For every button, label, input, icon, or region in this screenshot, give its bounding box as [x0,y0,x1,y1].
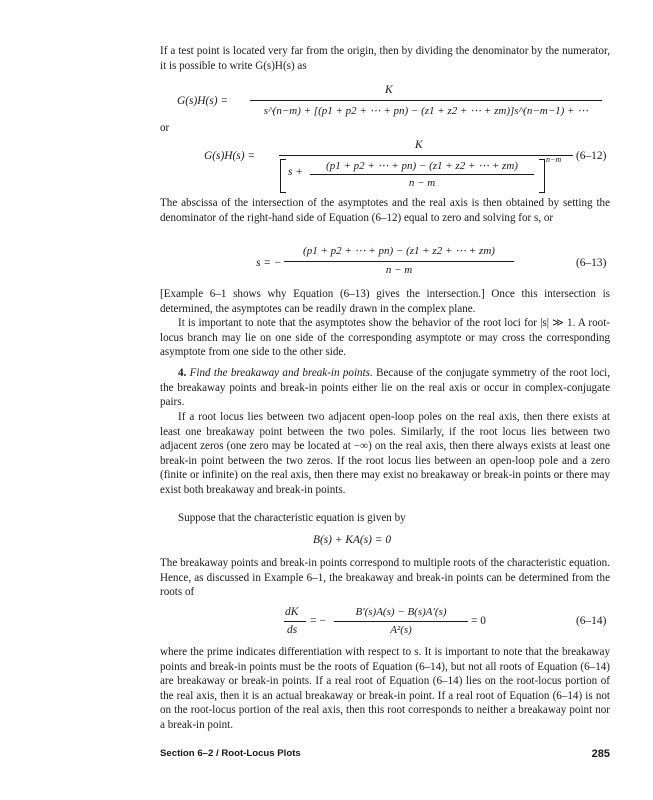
paragraph-multiple-roots: The breakaway points and break-in points correspond to multiple roots of the characteristic equation. Hence, as discussed in Example 6–1, the breakaway and break-in points can be determined from the roots of [160,557,610,599]
eq2-right-bracket [539,159,545,193]
paragraph-abscissa: The abscissa of the intersection of the asymptotes and the real axis is then obtained by setting the denominator of the right-hand side of Equation (6–12) equal to zero and solving for s, or [160,197,610,224]
eq3-lhs: s = − [256,257,282,269]
paragraph-adjacent-poles: If a root locus lies between two adjacent open-loop poles on the real axis, then there exists at least one breakaway point between the two poles. Similarly, if the root locus lies between two adjacent zeros (one zero may be located at −∞) on the real axis, then there always exists at least one break-in point between the two zeros. If the root locus lies between an open-loop pole and a zero (finite or infinite) on the real axis, then there may exist no breakaway or break-in points or there may exist both breakaway and break-in points. [160,411,610,496]
eq1-lhs: G(s)H(s) = [177,95,229,107]
eq2-inner-numerator: (p1 + p2 + ⋯ + pn) − (z1 + z2 + ⋯ + zm) [326,160,518,172]
eq2-numerator: K [415,139,423,151]
eq1-denominator: s^(n−m) + [(p1 + p2 + ⋯ + pn) − (z1 + z2 + ⋯ + zm)]s^(n−m−1) + ⋯ [263,105,589,117]
eq1-fraction-bar [250,100,602,101]
eq5-equals-minus: = − [310,615,326,627]
eq2-s-plus: s + [288,166,303,178]
eq3-fraction-bar [284,261,514,262]
eq3-number: (6–13) [576,257,607,269]
eq5-dk: dK [285,606,299,618]
footer-section: Section 6–2 / Root-Locus Plots [160,748,301,759]
footer-page-number: 285 [591,748,610,760]
paragraph-test-point: If a test point is located very far from the origin, then by dividing the denominator by the numerator, it is possible to write G(s)H(s) as [160,45,610,72]
paragraph-characteristic: Suppose that the characteristic equation is given by [178,512,406,524]
eq2-number: (6–12) [576,150,607,162]
eq5-numerator: B′(s)A(s) − B(s)A′(s) [355,606,447,618]
eq5-number: (6–14) [576,615,607,627]
eq2-lhs: G(s)H(s) = [204,150,256,162]
eq5-denominator: A²(s) [390,624,412,636]
paragraph-breakaway-heading [160,366,610,410]
eq2-left-bracket [280,159,286,193]
eq1-numerator: K [385,84,393,96]
eq2-exponent: n−m [546,155,562,164]
eq4-characteristic: B(s) + KA(s) = 0 [313,534,392,546]
paragraph-example-ref: [Example 6–1 shows why Equation (6–13) gives the intersection.] Once this intersection is determined, the asymptotes can be readily drawn in the complex plane. [160,288,610,315]
eq5-equals-zero: = 0 [471,615,486,627]
word-or: or [160,122,170,134]
paragraph-asymptote-behavior: It is important to note that the asymptotes show the behavior of the root loci for |s| ≫ 1. A root-locus branch may lie on one side of the corresponding asymptote or may cross the corresponding asymptote from one side to the other side. [160,317,610,359]
eq5-dk-bar [284,621,306,622]
eq2-inner-bar [310,174,534,175]
eq3-numerator: (p1 + p2 + ⋯ + pn) − (z1 + z2 + ⋯ + zm) [303,245,495,257]
eq2-fraction-bar [279,155,573,156]
eq5-ds: ds [287,624,298,636]
eq2-inner-denominator: n − m [408,177,436,189]
step-title: Find the breakaway and break-in points. [189,367,373,379]
paragraph-prime-derivative: where the prime indicates differentiation with respect to s. It is important to note that the breakaway points and break-in points must be the roots of Equation (6–14), but not all roots of Equation (6–14) are breakaway or break-in points. If a real root of Equation (6–14) lies on the root-locus portion of the real axis, then it is an actual breakaway or break-in point. If a real root of Equation (6–14) is not on the root-locus portion of the real axis, then this root corresponds to neither a breakaway point nor a break-in point. [160,646,610,731]
eq3-denominator: n − m [385,264,413,276]
eq5-fraction-bar [334,621,468,622]
step-number: 4. [178,367,190,379]
step-body: Because of the conjugate symmetry of the root loci, the breakaway points and break-in points either lie on the real axis or occur in complex-conjugate pairs. [160,367,611,409]
